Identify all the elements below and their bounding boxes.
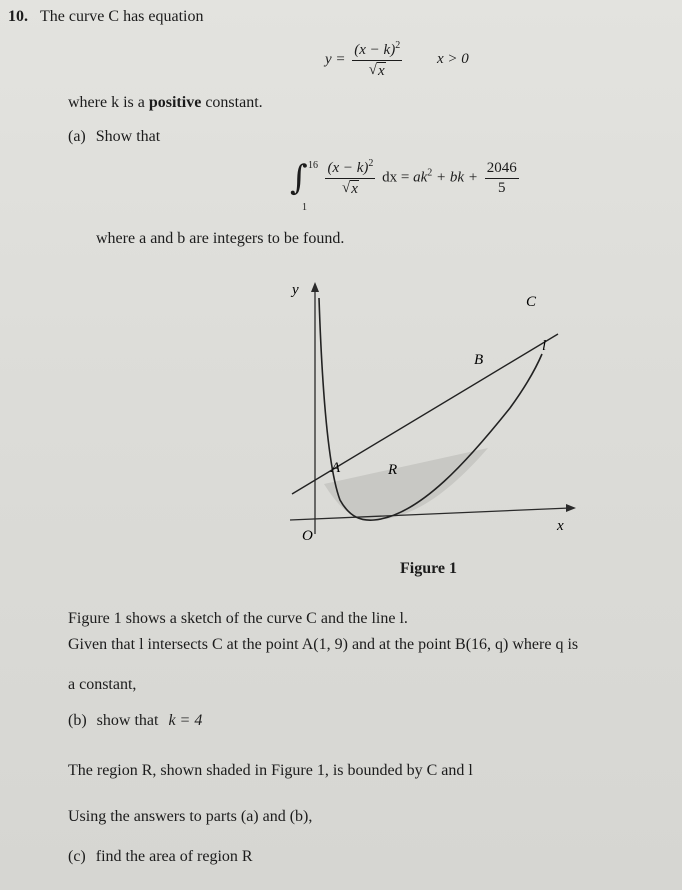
figure-1-sketch <box>270 268 590 558</box>
question-intro: The curve C has equation <box>40 8 204 25</box>
figure-description: Figure 1 shows a sketch of the curve C and the line l. <box>68 610 408 627</box>
part-b-text: show that <box>96 712 159 729</box>
integral-rhs-num: 2046 <box>485 160 519 179</box>
x-axis-arrow <box>566 504 576 512</box>
integral-denominator: x <box>351 181 358 197</box>
curve-equation <box>325 40 469 80</box>
part-b <box>68 712 202 730</box>
where-prefix: where k is a <box>68 94 145 111</box>
integral-rhs-den: 5 <box>497 179 506 196</box>
integral-rhs-b: + bk + <box>436 169 478 186</box>
part-a-text: Show that <box>95 128 161 145</box>
y-axis-arrow <box>311 282 319 292</box>
integral-rhs-a: ak <box>413 169 428 186</box>
equation-denominator: x <box>378 63 385 79</box>
integral-expression <box>290 158 522 214</box>
part-b-label: (b) <box>68 712 87 729</box>
where-line <box>68 94 263 112</box>
label-origin: O <box>302 528 313 544</box>
integral-sign: ∫ <box>290 158 308 198</box>
label-y: y <box>292 282 299 298</box>
label-line-l: l <box>542 338 547 354</box>
region-text: The region R, shown shaded in Figure 1, is bounded by C and l <box>68 762 473 779</box>
part-b-math: k = 4 <box>168 712 203 729</box>
equation-condition: x > 0 <box>436 51 469 68</box>
integral-numerator: (x − k) <box>327 160 369 176</box>
part-a-label: (a) <box>68 128 86 145</box>
integral-upper: 16 <box>308 160 318 171</box>
given-line-2: a constant, <box>68 676 137 693</box>
x-axis <box>290 508 570 520</box>
where-suffix: constant. <box>205 94 263 111</box>
label-point-a: A <box>331 460 341 476</box>
label-curve-c: C <box>526 294 537 310</box>
equation-fraction: $(x - k)^2$ √ x <box>354 40 401 79</box>
equation-lhs: y = <box>325 51 346 68</box>
question-number: 10. <box>8 8 28 25</box>
equation-numerator: (x − k) <box>354 42 396 58</box>
part-a <box>68 128 160 146</box>
integral-exponent: 2 <box>368 158 374 169</box>
part-a-followup: where a and b are integers to be found. <box>96 230 345 247</box>
part-c <box>68 848 253 866</box>
integral-dx: dx = <box>382 169 410 186</box>
figure-caption: Figure 1 <box>400 560 458 577</box>
where-bold: positive <box>148 94 202 111</box>
integral-lower: 1 <box>302 202 307 213</box>
using-text: Using the answers to parts (a) and (b), <box>68 808 313 825</box>
integral-rhs-a-exp: 2 <box>427 167 433 179</box>
part-c-text: find the area of region R <box>95 848 253 865</box>
part-c-label: (c) <box>68 848 86 865</box>
integral-rhs-fraction <box>485 160 519 197</box>
integral-fraction: $(x - k)^2$ √ x <box>327 158 374 197</box>
given-line-1: Given that l intersects C at the point A(1, 9) and at the point B(16, q) where q is <box>68 636 579 653</box>
label-x: x <box>557 518 564 534</box>
equation-exponent: 2 <box>395 40 401 51</box>
label-point-b: B <box>474 352 484 368</box>
label-region-r: R <box>388 462 398 478</box>
